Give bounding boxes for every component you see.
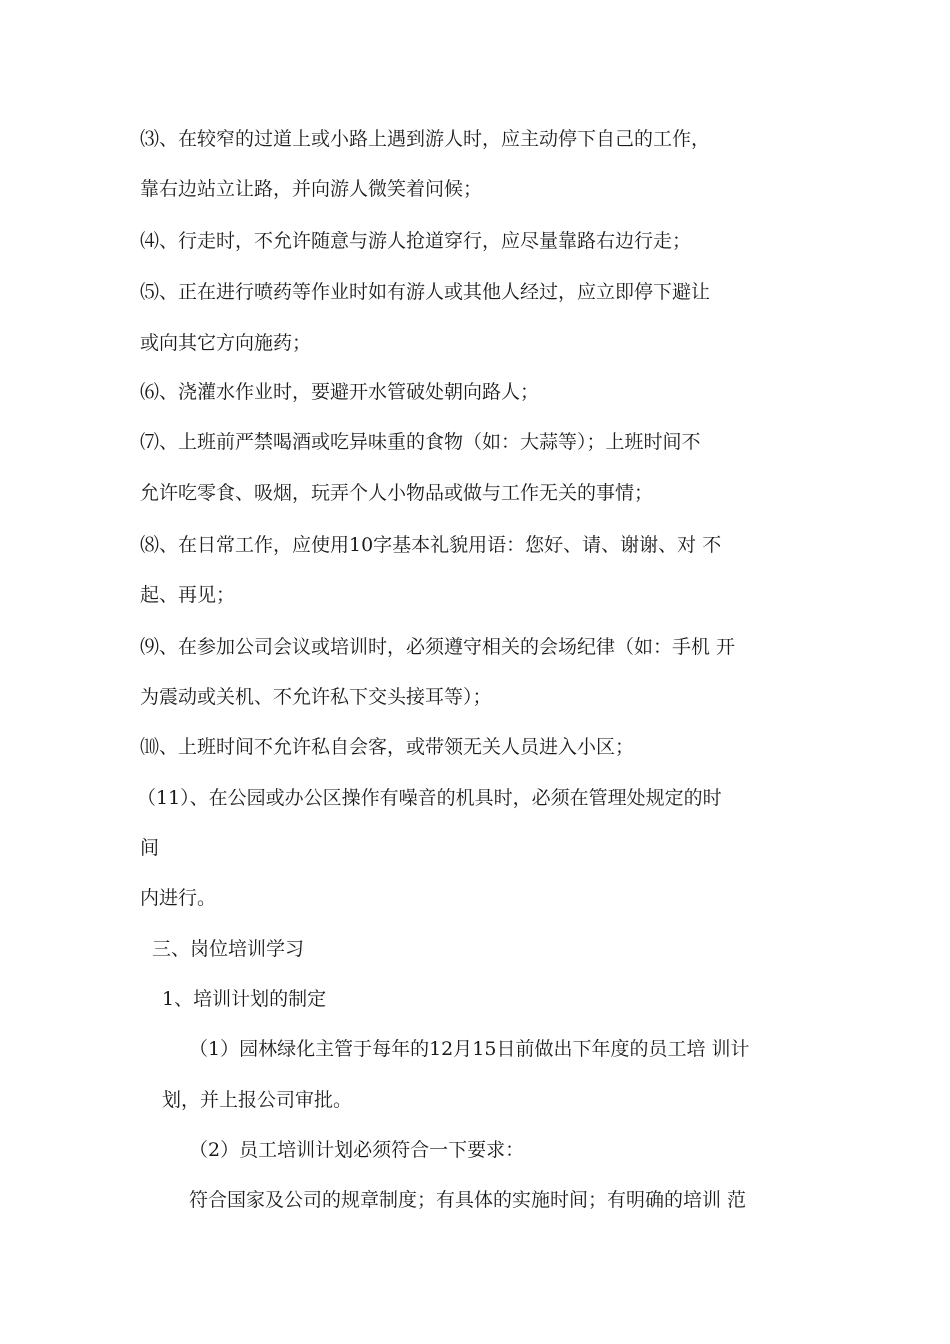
rule-5-line-2: 或向其它方向施药； bbox=[140, 332, 312, 354]
rule-10: ⑽、上班时间不允许私自会客，或带领无关人员进入小区； bbox=[140, 736, 635, 758]
rule-7-line-1: ⑺、上班前严禁喝酒或吃异味重的食物（如：大蒜等）；上班时间不 bbox=[140, 431, 701, 453]
rule-9-line-2: 为震动或关机、不允许私下交头接耳等）； bbox=[140, 686, 492, 708]
rule-7-line-2: 允许吃零食、吸烟，玩弄个人小物品或做与工作无关的事情； bbox=[140, 482, 654, 504]
item-1-line-1: （1）园林绿化主管于每年的12月15日前做出下年度的员工培 训计 bbox=[189, 1038, 750, 1060]
section-heading: 三、岗位培训学习 bbox=[152, 938, 305, 960]
rule-5-line-1: ⑸、正在进行喷药等作业时如有游人或其他人经过，应立即停下避让 bbox=[140, 281, 711, 303]
rule-8-line-2: 起、再见； bbox=[140, 584, 236, 606]
rule-4: ⑷、行走时，不允许随意与游人抢道穿行，应尽量靠路右边行走； bbox=[140, 230, 692, 252]
rule-11-line-1: （11）、在公园或办公区操作有噪音的机具时，必须在管理处规定的时 bbox=[137, 787, 722, 809]
rule-3-line-1: ⑶、在较窄的过道上或小路上遇到游人时，应主动停下自己的工作， bbox=[140, 128, 711, 150]
item-2: （2）员工培训计划必须符合一下要求： bbox=[189, 1139, 525, 1161]
item-1-line-2: 划，并上报公司审批。 bbox=[162, 1089, 353, 1111]
rule-3-line-2: 靠右边站立让路，并向游人微笑着问候； bbox=[140, 178, 483, 200]
rule-9-line-1: ⑼、在参加公司会议或培训时，必须遵守相关的会场纪律（如：手机 开 bbox=[140, 636, 736, 658]
rule-11-line-2: 间 bbox=[140, 837, 160, 859]
rule-11-line-3: 内进行。 bbox=[140, 887, 217, 909]
rule-8-line-1: ⑻、在日常工作，应使用10字基本礼貌用语：您好、请、谢谢、对 不 bbox=[140, 534, 722, 556]
subsection-heading: 1、培训计划的制定 bbox=[162, 988, 327, 1010]
requirements-line-1: 符合国家及公司的规章制度；有具体的实施时间；有明确的培训 范 bbox=[189, 1189, 747, 1211]
rule-6: ⑹、浇灌水作业时，要避开水管破处朝向路人； bbox=[140, 381, 540, 403]
